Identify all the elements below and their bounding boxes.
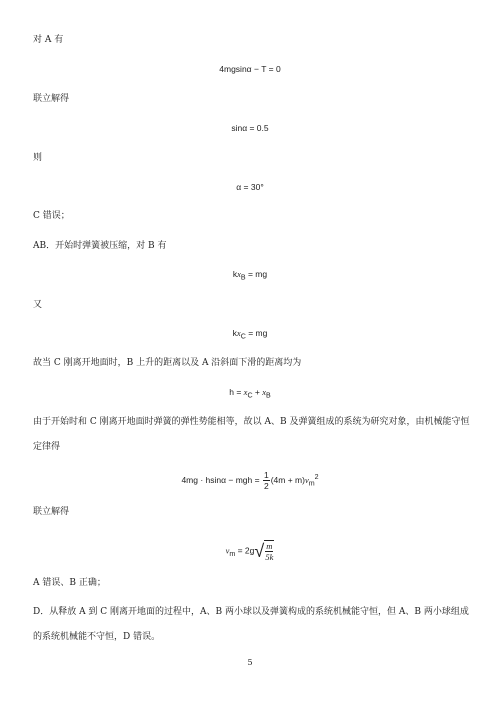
equation (0, 470, 500, 491)
eq-superscript: 2 (314, 472, 319, 481)
text-line: 对 A 有 (33, 35, 64, 45)
text-line: C 错误； (33, 211, 70, 221)
eq-subscript: C (247, 391, 253, 400)
eq-text: = mg (245, 328, 268, 338)
fraction-numerator: 1 (263, 470, 269, 480)
fraction-numerator: m (266, 541, 273, 551)
text-line: A 错误、B 正确； (33, 578, 106, 588)
eq-symbol: k (232, 269, 238, 279)
eq-subscript: B (240, 273, 246, 282)
text-line: 联立解得 (33, 94, 70, 104)
paragraph: 由于开始时和 C 刚离开地面时弹簧的弹性势能相等，故以 A、B 及弹簧组成的系统为研究对象，由机械能守恒定律得 (33, 417, 470, 452)
fraction (265, 541, 273, 562)
equation (0, 540, 500, 562)
page-number: 5 (247, 658, 253, 667)
equation (0, 327, 500, 343)
eq-symbol: x (262, 387, 267, 397)
fraction-denominator: 2 (263, 481, 269, 491)
square-root (254, 540, 274, 562)
text-line: AB．开始时弹簧被压缩，对 B 有 (33, 241, 167, 251)
radical-sign: √ (254, 541, 265, 561)
eq-symbol: v (225, 545, 230, 556)
eq-subscript: C (240, 332, 246, 341)
eq-text: 4mg · hsinα − mgh = (181, 474, 262, 485)
equation (0, 386, 500, 402)
eq-subscript: B (266, 391, 271, 400)
equation: 4mgsinα − T = 0 (219, 64, 281, 74)
eq-symbol: v (304, 474, 309, 485)
eq-symbol: x (236, 328, 241, 338)
eq-subscript: m (229, 549, 236, 558)
eq-subscript: m (308, 479, 315, 488)
text-line: 又 (33, 300, 43, 310)
eq-symbol: k (232, 328, 237, 338)
fraction-denominator: 5k (265, 552, 274, 562)
paragraph: D．从释放 A 到 C 刚离开地面的过程中，A、B 两小球以及弹簧构成的系统机械能守恒，但 A、B 两小球组成的系统机械能不守恒，D 错误。 (33, 607, 469, 642)
eq-text: + (252, 387, 263, 397)
eq-symbol: x (243, 387, 248, 397)
eq-text: (4m + m) (270, 474, 305, 485)
eq-text: = mg (245, 269, 268, 279)
equation (0, 268, 500, 284)
eq-symbol: x (237, 269, 241, 279)
eq-text: = 2g (235, 545, 255, 556)
equation: sinα = 0.5 (231, 123, 269, 133)
eq-text: h = (229, 387, 244, 397)
text-line: 则 (33, 153, 43, 163)
radicand (264, 540, 274, 562)
equation: α = 30° (236, 182, 264, 192)
fraction (263, 470, 270, 491)
text-line: 联立解得 (33, 507, 70, 517)
text-line: 故当 C 刚离开地面时，B 上升的距离以及 A 沿斜面下滑的距离均为 (33, 358, 302, 368)
